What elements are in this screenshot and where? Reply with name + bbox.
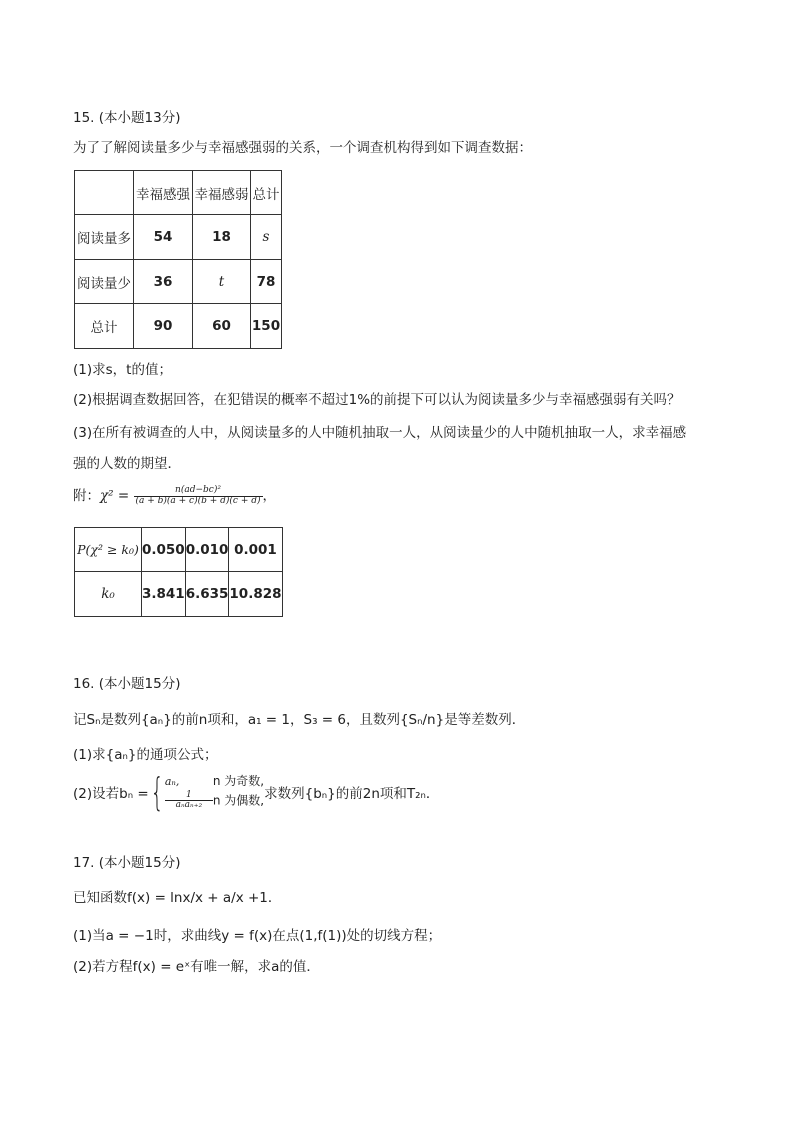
fraction-denominator: (a + b)(a + c)(b + d)(c + d) <box>135 495 261 506</box>
table-cell: 90 <box>134 304 193 349</box>
table-cell: 10.828 <box>229 572 282 617</box>
table-row <box>75 215 282 260</box>
q16-header: 16. (本小题15分) <box>73 676 181 692</box>
q16-part1: (1)求{aₙ}的通项公式； <box>73 747 218 763</box>
part2-suffix: 求数列{bₙ}的前2n项和T₂ₙ． <box>264 786 440 803</box>
table-cell: 36 <box>134 260 193 304</box>
table-cell: 阅读量少 <box>75 260 134 304</box>
q17-header: 17. (本小题15分) <box>73 855 181 871</box>
case1-expr: aₙ, <box>164 775 180 788</box>
table-cell: 阅读量多 <box>75 215 134 260</box>
table-cell: 60 <box>193 304 251 349</box>
q15-header: 15. (本小题13分) <box>73 110 181 126</box>
table-header: 幸福感弱 <box>193 171 251 215</box>
fraction-denominator: aₙaₙ₊₂ <box>165 800 213 811</box>
q15-data-table <box>74 170 282 349</box>
left-brace: { <box>150 770 164 815</box>
table-cell: 0.001 <box>229 528 282 572</box>
table-cell: 总计 <box>75 304 134 349</box>
fraction-numerator: 1 <box>186 789 192 800</box>
piecewise-cases <box>165 773 264 811</box>
case1-cond: n 为奇数, <box>212 774 265 788</box>
table-cell: t <box>193 260 251 304</box>
q15-part1: (1)求s，t的值； <box>73 362 172 378</box>
q17-line1: 已知函数f(x) = lnx/x + a/x +1． <box>73 890 282 906</box>
q17-part2: (2)若方程f(x) = eˣ有唯一解，求a的值． <box>73 959 320 975</box>
q15-appendix-formula <box>73 484 276 506</box>
table-cell: P(χ² ≥ k₀) <box>75 528 142 572</box>
table-cell: 0.010 <box>185 528 229 572</box>
formula-tail: ， <box>262 488 276 504</box>
table-cell: 0.050 <box>142 528 186 572</box>
case2-fraction <box>165 791 213 812</box>
q16-part2 <box>73 770 440 815</box>
fraction-numerator: n(ad−bc)² <box>175 484 221 495</box>
chi-square-fraction <box>134 486 263 507</box>
q15-part3-line1: (3)在所有被调查的人中，从阅读量多的人中随机抽取一人，从阅读量少的人中随机抽取一人，求幸福感 <box>73 425 687 441</box>
case2-cond: n 为偶数, <box>212 793 265 808</box>
table-row <box>75 304 282 349</box>
formula-lhs: χ² = <box>100 488 130 504</box>
table-header: 总计 <box>251 171 282 215</box>
appendix-label: 附： <box>73 488 100 504</box>
table-row <box>75 260 282 304</box>
q16-line1: 记Sₙ是数列{aₙ}的前n项和，a₁ = 1，S₃ = 6，且数列{Sₙ/n}是等差数列． <box>73 712 526 728</box>
table-cell <box>75 171 134 215</box>
q15-k-table <box>74 527 283 617</box>
table-cell: 54 <box>134 215 193 260</box>
part2-prefix: (2)设若bₙ = <box>73 786 149 803</box>
table-cell: 6.635 <box>185 572 229 617</box>
q17-part1: (1)当a = −1时，求曲线y = f(x)在点(1,f(1))处的切线方程； <box>73 928 442 944</box>
q15-part2: (2)根据调查数据回答，在犯错误的概率不超过1%的前提下可以认为阅读量多少与幸福感强弱有关吗？ <box>73 392 681 408</box>
table-row <box>75 528 283 572</box>
table-cell: 150 <box>251 304 282 349</box>
table-cell: k₀ <box>75 572 142 617</box>
table-cell: s <box>251 215 282 260</box>
q15-part3-line2: 强的人数的期望． <box>73 456 181 472</box>
table-cell: 3.841 <box>142 572 186 617</box>
table-header: 幸福感强 <box>134 171 193 215</box>
q15-intro: 为了了解阅读量多少与幸福感强弱的关系，一个调查机构得到如下调查数据： <box>73 140 532 156</box>
table-row <box>75 572 283 617</box>
table-cell: 18 <box>193 215 251 260</box>
table-cell: 78 <box>251 260 282 304</box>
